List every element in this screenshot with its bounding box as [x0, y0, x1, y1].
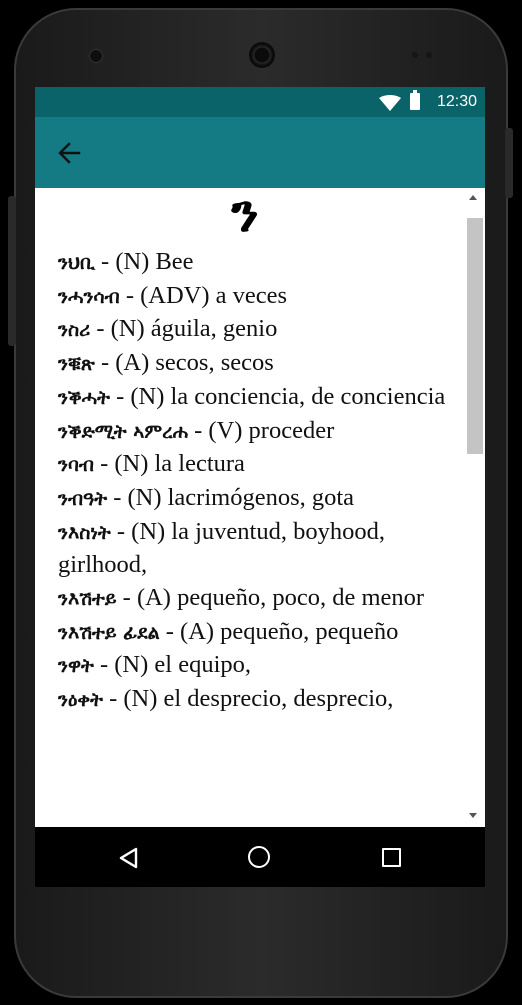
entry-term: ንእሽተይ [58, 588, 117, 611]
entry-definition: - (A) pequeño, pequeño [159, 617, 399, 645]
status-time: 12:30 [436, 93, 477, 110]
entry-definition: - (N) lacrimógenos, gota [107, 483, 355, 511]
dictionary-entry[interactable] [58, 516, 459, 582]
dictionary-entry[interactable] [58, 649, 459, 683]
proximity-sensor [412, 52, 418, 58]
entry-term: ንእሽተይ ፊደል [58, 621, 160, 644]
entry-term: ንስሪ [58, 319, 91, 342]
entry-term: ንዋት [58, 655, 94, 678]
entry-term: ንእስነት [58, 521, 111, 544]
scroll-up-arrow-icon[interactable] [469, 195, 477, 200]
entry-definition: - (N) el equipo, [93, 651, 252, 679]
entry-term: ንዕቀት [58, 689, 103, 712]
battery-icon [410, 93, 420, 110]
dictionary-entry[interactable] [58, 448, 459, 482]
scrollbar-thumb[interactable] [467, 218, 483, 454]
entry-term: ንቕድሚት ኣምረሐ [58, 420, 189, 443]
navigation-bar [35, 827, 485, 887]
earpiece-speaker [249, 42, 275, 68]
entry-definition: - (N) águila, genio [90, 315, 278, 343]
dictionary-entry[interactable] [58, 616, 459, 650]
dictionary-entry[interactable] [58, 246, 459, 280]
entry-term: ንሓንሳብ [58, 285, 120, 308]
dictionary-entry[interactable] [58, 347, 459, 381]
square-recents-icon[interactable] [382, 848, 401, 867]
entry-definition: - (ADV) a veces [119, 281, 288, 309]
entry-definition: - (A) secos, secos [94, 349, 274, 377]
dictionary-entry[interactable] [58, 582, 459, 616]
section-letter-heading: ን [231, 188, 259, 244]
dictionary-entry[interactable] [58, 415, 459, 449]
entry-term: ንቑጽ [58, 353, 95, 376]
triangle-back-icon[interactable] [118, 847, 140, 869]
app-bar [35, 117, 485, 188]
entry-definition: - (N) el desprecio, desprecio, [102, 685, 394, 713]
dictionary-entry[interactable] [58, 381, 459, 415]
entry-term: ንባብ [58, 454, 94, 477]
entry-definition: - (A) pequeño, poco, de menor [116, 584, 425, 612]
arrow-left-icon[interactable] [55, 139, 83, 167]
entry-definition: - (N) la juventud, boyhood, girlhood, [58, 517, 385, 579]
entry-term: ንብዓት [58, 487, 108, 510]
screen [35, 87, 485, 887]
dictionary-entry[interactable] [58, 280, 459, 314]
circle-home-icon[interactable] [248, 846, 270, 868]
scroll-down-arrow-icon[interactable] [469, 813, 477, 818]
dictionary-entry[interactable] [58, 313, 459, 347]
entry-term: ንቕሓት [58, 386, 110, 409]
entry-definition: - (V) proceder [188, 416, 335, 444]
light-sensor [426, 52, 432, 58]
front-camera [89, 49, 103, 63]
entry-definition: - (N) Bee [94, 248, 194, 275]
entry-definition: - (N) la conciencia, de conciencia [109, 382, 446, 410]
entry-definition: - (N) la lectura [93, 450, 245, 478]
status-bar [35, 87, 485, 117]
dictionary-list[interactable] [35, 188, 465, 827]
entries-container [35, 246, 465, 717]
power-button [505, 128, 513, 198]
entry-term: ንህቢ [58, 252, 95, 274]
dictionary-entry[interactable] [58, 482, 459, 516]
wifi-icon [379, 95, 401, 111]
volume-button [8, 196, 16, 346]
dictionary-entry[interactable] [58, 683, 459, 717]
